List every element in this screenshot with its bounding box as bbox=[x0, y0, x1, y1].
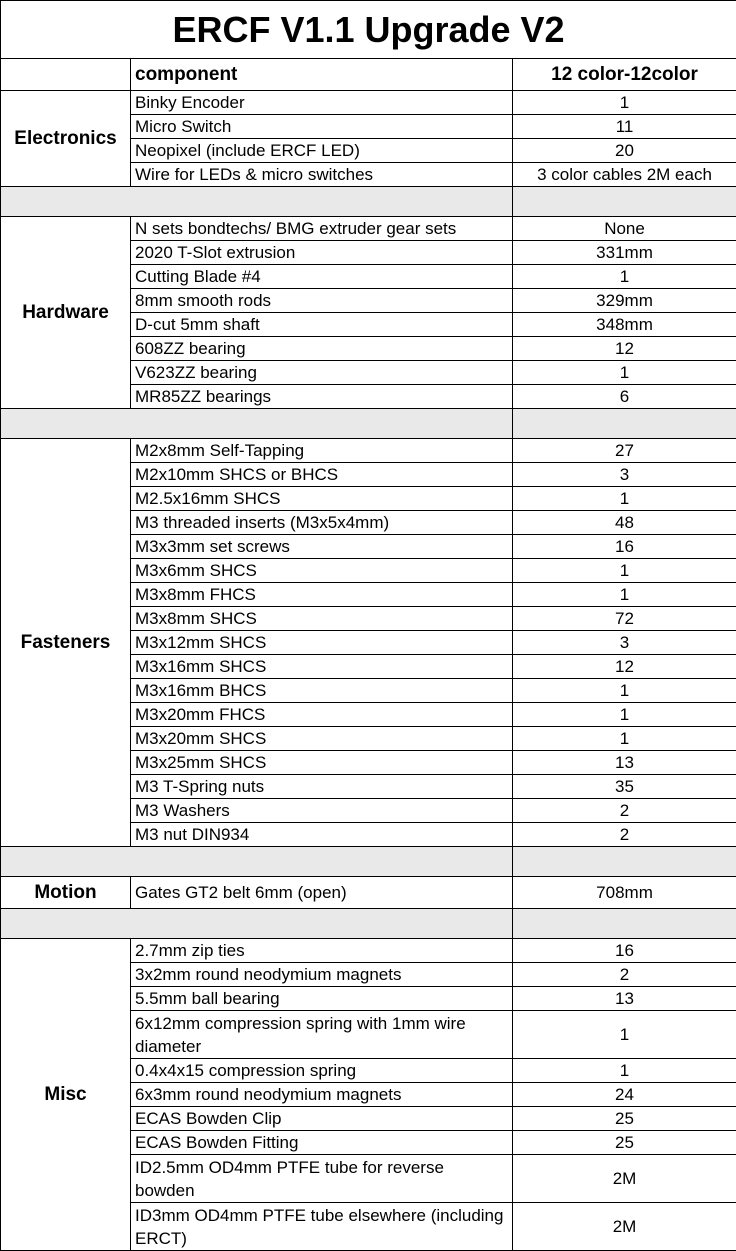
component-cell: ID2.5mm OD4mm PTFE tube for reverse bowden bbox=[131, 1155, 513, 1203]
quantity-cell: 6 bbox=[513, 385, 736, 409]
component-cell: Neopixel (include ERCF LED) bbox=[131, 139, 513, 163]
quantity-cell: 72 bbox=[513, 607, 736, 631]
component-cell: M3 nut DIN934 bbox=[131, 823, 513, 847]
spacer-cell bbox=[1, 409, 513, 439]
quantity-cell: 3 color cables 2M each bbox=[513, 163, 736, 187]
component-cell: M3x12mm SHCS bbox=[131, 631, 513, 655]
spacer-cell bbox=[513, 409, 736, 439]
section-label: Fasteners bbox=[1, 439, 131, 847]
quantity-cell: 1 bbox=[513, 91, 736, 115]
component-cell: 608ZZ bearing bbox=[131, 337, 513, 361]
table-row bbox=[1, 439, 736, 463]
component-cell: Micro Switch bbox=[131, 115, 513, 139]
component-cell: Binky Encoder bbox=[131, 91, 513, 115]
component-cell: M3x20mm FHCS bbox=[131, 703, 513, 727]
section-label: Motion bbox=[1, 877, 131, 909]
component-cell: 3x2mm round neodymium magnets bbox=[131, 963, 513, 987]
section-spacer bbox=[1, 409, 736, 439]
spacer-cell bbox=[1, 909, 513, 939]
component-cell: M3 T-Spring nuts bbox=[131, 775, 513, 799]
component-cell: D-cut 5mm shaft bbox=[131, 313, 513, 337]
component-cell: 2.7mm zip ties bbox=[131, 939, 513, 963]
quantity-cell: 2M bbox=[513, 1155, 736, 1203]
quantity-cell: 24 bbox=[513, 1083, 736, 1107]
quantity-cell: 1 bbox=[513, 265, 736, 289]
header-row bbox=[1, 59, 736, 91]
spacer-cell bbox=[513, 847, 736, 877]
quantity-cell: 1 bbox=[513, 703, 736, 727]
spacer-cell bbox=[1, 187, 513, 217]
quantity-cell: 2M bbox=[513, 1203, 736, 1251]
quantity-cell: 12 bbox=[513, 337, 736, 361]
quantity-cell: 1 bbox=[513, 1011, 736, 1059]
quantity-cell: 13 bbox=[513, 987, 736, 1011]
component-cell: M3x16mm BHCS bbox=[131, 679, 513, 703]
table-row bbox=[1, 877, 736, 909]
quantity-cell: 1 bbox=[513, 679, 736, 703]
component-cell: 6x12mm compression spring with 1mm wire diameter bbox=[131, 1011, 513, 1059]
quantity-cell: 12 bbox=[513, 655, 736, 679]
section-label: Hardware bbox=[1, 217, 131, 409]
quantity-cell: 2 bbox=[513, 823, 736, 847]
quantity-cell: 48 bbox=[513, 511, 736, 535]
component-cell: 0.4x4x15 compression spring bbox=[131, 1059, 513, 1083]
quantity-cell: 3 bbox=[513, 463, 736, 487]
component-cell: ECAS Bowden Clip bbox=[131, 1107, 513, 1131]
component-cell: ECAS Bowden Fitting bbox=[131, 1131, 513, 1155]
component-cell: 6x3mm round neodymium magnets bbox=[131, 1083, 513, 1107]
table-row bbox=[1, 217, 736, 241]
component-cell: M3 Washers bbox=[131, 799, 513, 823]
header-quantity: 12 color-12color bbox=[513, 59, 736, 91]
header-category bbox=[1, 59, 131, 91]
section-spacer bbox=[1, 909, 736, 939]
component-cell: N sets bondtechs/ BMG extruder gear sets bbox=[131, 217, 513, 241]
spacer-cell bbox=[513, 909, 736, 939]
quantity-cell: 3 bbox=[513, 631, 736, 655]
component-cell: M3x25mm SHCS bbox=[131, 751, 513, 775]
component-cell: M2.5x16mm SHCS bbox=[131, 487, 513, 511]
component-cell: 2020 T-Slot extrusion bbox=[131, 241, 513, 265]
section-spacer bbox=[1, 847, 736, 877]
table-row bbox=[1, 939, 736, 963]
component-cell: Wire for LEDs & micro switches bbox=[131, 163, 513, 187]
component-cell: M3x20mm SHCS bbox=[131, 727, 513, 751]
component-cell: M2x10mm SHCS or BHCS bbox=[131, 463, 513, 487]
component-cell: M2x8mm Self-Tapping bbox=[131, 439, 513, 463]
header-component: component bbox=[131, 59, 513, 91]
quantity-cell: 1 bbox=[513, 487, 736, 511]
quantity-cell: 11 bbox=[513, 115, 736, 139]
quantity-cell: 16 bbox=[513, 939, 736, 963]
component-cell: M3x16mm SHCS bbox=[131, 655, 513, 679]
component-cell: 5.5mm ball bearing bbox=[131, 987, 513, 1011]
quantity-cell: 1 bbox=[513, 727, 736, 751]
component-cell: 8mm smooth rods bbox=[131, 289, 513, 313]
component-cell: M3x8mm SHCS bbox=[131, 607, 513, 631]
quantity-cell: 27 bbox=[513, 439, 736, 463]
component-cell: M3x6mm SHCS bbox=[131, 559, 513, 583]
quantity-cell: 1 bbox=[513, 361, 736, 385]
component-cell: M3 threaded inserts (M3x5x4mm) bbox=[131, 511, 513, 535]
section-label: Electronics bbox=[1, 91, 131, 187]
quantity-cell: 13 bbox=[513, 751, 736, 775]
quantity-cell: 1 bbox=[513, 559, 736, 583]
quantity-cell: 1 bbox=[513, 1059, 736, 1083]
component-cell: ID3mm OD4mm PTFE tube elsewhere (including ERCT) bbox=[131, 1203, 513, 1251]
quantity-cell: 1 bbox=[513, 583, 736, 607]
quantity-cell: 16 bbox=[513, 535, 736, 559]
quantity-cell: 329mm bbox=[513, 289, 736, 313]
quantity-cell: 25 bbox=[513, 1107, 736, 1131]
component-cell: M3x3mm set screws bbox=[131, 535, 513, 559]
spacer-cell bbox=[513, 187, 736, 217]
component-cell: MR85ZZ bearings bbox=[131, 385, 513, 409]
quantity-cell: 25 bbox=[513, 1131, 736, 1155]
quantity-cell: None bbox=[513, 217, 736, 241]
section-label: Misc bbox=[1, 939, 131, 1251]
component-cell: V623ZZ bearing bbox=[131, 361, 513, 385]
quantity-cell: 708mm bbox=[513, 877, 736, 909]
component-cell: Gates GT2 belt 6mm (open) bbox=[131, 877, 513, 909]
quantity-cell: 35 bbox=[513, 775, 736, 799]
quantity-cell: 348mm bbox=[513, 313, 736, 337]
component-cell: M3x8mm FHCS bbox=[131, 583, 513, 607]
quantity-cell: 2 bbox=[513, 799, 736, 823]
section-spacer bbox=[1, 187, 736, 217]
quantity-cell: 331mm bbox=[513, 241, 736, 265]
spacer-cell bbox=[1, 847, 513, 877]
quantity-cell: 2 bbox=[513, 963, 736, 987]
table-row bbox=[1, 91, 736, 115]
page-title: ERCF V1.1 Upgrade V2 bbox=[1, 1, 736, 59]
component-cell: Cutting Blade #4 bbox=[131, 265, 513, 289]
quantity-cell: 20 bbox=[513, 139, 736, 163]
